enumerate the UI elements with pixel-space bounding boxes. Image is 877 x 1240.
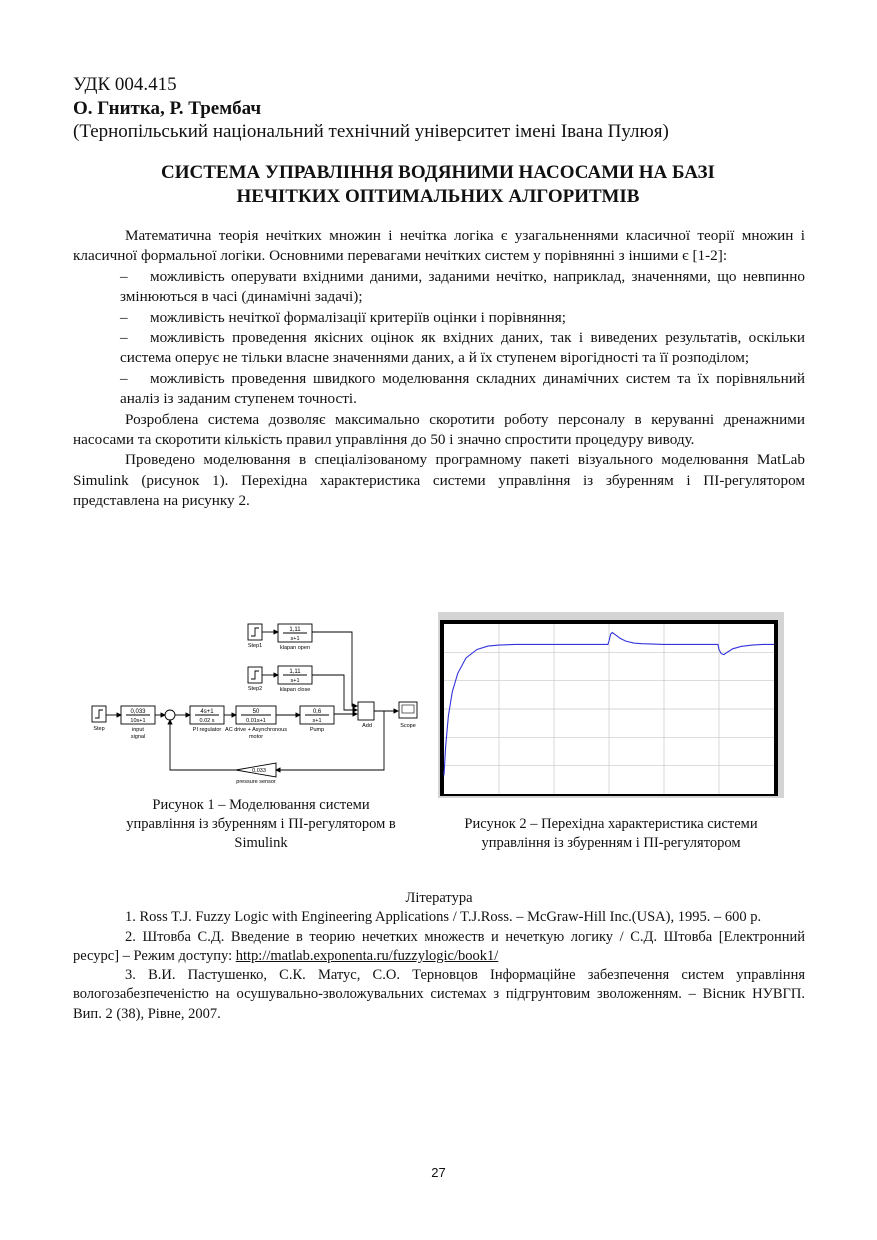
ac-label-2: motor [248, 734, 264, 740]
references [73, 889, 805, 1024]
input-label-1: input [132, 727, 144, 733]
klapan-open-numerator: 1,11 [289, 627, 301, 633]
affiliation: (Тернопільський національний технічний університет імені Івана Пулюя) [73, 121, 669, 142]
reference-link[interactable]: http://matlab.exponenta.ru/fuzzylogic/book1/ [235, 947, 499, 964]
ac-label-1: AC drive + Asynchronous [225, 727, 287, 733]
add-block [358, 702, 374, 720]
pump-denominator: s+1 [312, 718, 322, 724]
input-label-2: signal [130, 734, 146, 740]
caption-line: Рисунок 2 – Перехідна характеристика системи [464, 816, 758, 832]
input-denominator: 10s+1 [130, 718, 146, 724]
input-numerator: 0,033 [130, 709, 146, 715]
udk-code: УДК 004.415 [73, 74, 177, 95]
paragraph-3: Проведено моделювання в спеціалізованому програмному пакеті візуального моделювання MatLab Simulink (рисунок 1). Перехідна характеристика системи управління із збуренням і ПІ-регулятором представлена на рисунку 2. [73, 451, 805, 510]
page-number: 27 [431, 1165, 446, 1180]
body-text [73, 226, 805, 512]
list-marker: – [120, 267, 128, 285]
list-item [73, 267, 805, 308]
step1-label: Step1 [247, 643, 263, 649]
klapan-close-denominator: s+1 [290, 678, 300, 684]
klapan-open-label: klapan open [280, 645, 310, 651]
reference-text: 2. Штовба С.Д. Введение в теорию нечетких множеств и нечеткую логику / С.Д. Штовба [Електронний ресурс] – Режим доступу: [73, 928, 805, 964]
reference-item: 1. Ross T.J. Fuzzy Logic with Engineering Applications / T.J.Ross. – McGraw-Hill Inc.(USA), 1995. – 600 p. [125, 909, 762, 926]
list-item-text: можливість оперувати вхідними даними, заданими нечітко, наприклад, значеннями, що невпинно змінюються в часі (динамічні задачі); [120, 267, 805, 306]
pump-numerator: 0,6 [312, 709, 322, 715]
sensor-label: pressure sensor [236, 779, 276, 785]
pi-numerator: 4s+1 [200, 709, 214, 715]
title-line-2: НЕЧІТКИХ ОПТИМАЛЬНИХ АЛГОРИТМІВ [236, 186, 640, 207]
step-label: Step [93, 726, 105, 732]
caption-line: Рисунок 1 – Моделювання системи [152, 797, 370, 813]
list-marker: – [120, 369, 128, 387]
list-marker: – [120, 329, 128, 347]
caption-line: управління із збуренням і ПІ-регулятором в [126, 816, 396, 832]
add-label: Add [362, 723, 372, 729]
step2-label: Step2 [247, 686, 263, 692]
caption-line: управління із збуренням і ПІ-регулятором [481, 835, 741, 851]
pi-label: PI regulator [192, 727, 222, 733]
caption-line: Simulink [234, 835, 288, 851]
list-item [73, 369, 805, 410]
list-item-text: можливість нечіткої формалізації критеріїв оцінки і порівняння; [150, 308, 566, 326]
list-item-text: можливість проведення швидкого моделювання складних динамічних систем та їх порівняльний аналіз із заданим ступенем точності. [120, 369, 805, 408]
list-item [73, 308, 805, 328]
pump-label: Pump [309, 727, 325, 733]
paper-title [73, 161, 803, 209]
title-line-1: СИСТЕМА УПРАВЛІННЯ ВОДЯНИМИ НАСОСАМИ НА БАЗІ [161, 162, 715, 183]
references-heading: Література [405, 890, 473, 906]
klapan-open-denominator: s+1 [290, 636, 300, 642]
pi-denominator: 0.02 s [199, 718, 215, 724]
scope-label: Scope [400, 723, 416, 729]
klapan-close-numerator: 1,11 [289, 669, 301, 675]
reference-item [73, 928, 805, 967]
simulink-diagram [86, 610, 426, 785]
klapan-close-label: klapan close [279, 687, 311, 693]
list-item-text: можливість проведення якісних оцінок як вхідних даних, так і виведених результатів, оскільки система оперує не тільки власне значеннями даних, а й їх ступенем вірогідності та її розподілом; [120, 329, 805, 367]
transient-response-chart [438, 612, 784, 798]
ac-denominator: 0.01s+1 [246, 718, 266, 724]
sensor-gain: 0,033 [252, 768, 266, 774]
figure-2-caption [440, 815, 782, 853]
list-marker: – [120, 308, 128, 326]
figure-1-caption [96, 796, 426, 853]
paragraph-2: Розроблена система дозволяє максимально скоротити роботу персоналу в керуванні дренажними насосами та скоротити кількість правил управління до 50 і значно спростити процедуру виводу. [73, 410, 805, 449]
sum-junction [165, 710, 175, 720]
authors: О. Гнитка, Р. Трембач [73, 98, 262, 119]
intro-paragraph: Математична теорія нечітких множин і нечітка логіка є узагальненнями класичної теорії множин і класичної формальної логіки. Основними перевагами нечітких систем у порівнянні з іншими є [1-2]: [73, 227, 805, 265]
ac-numerator: 50 [252, 709, 260, 715]
reference-item: 3. В.И. Пастушенко, С.К. Матус, С.О. Терновцов Інформаційне забезпечення систем управління вологозабезпеченістю на осушувально-зволожувальних системах з підгрунтовим зволоженням. – Вісник НУВГП. Вип. 2 (38), Рівне, 2007. [73, 967, 805, 1022]
list-item [73, 328, 805, 369]
